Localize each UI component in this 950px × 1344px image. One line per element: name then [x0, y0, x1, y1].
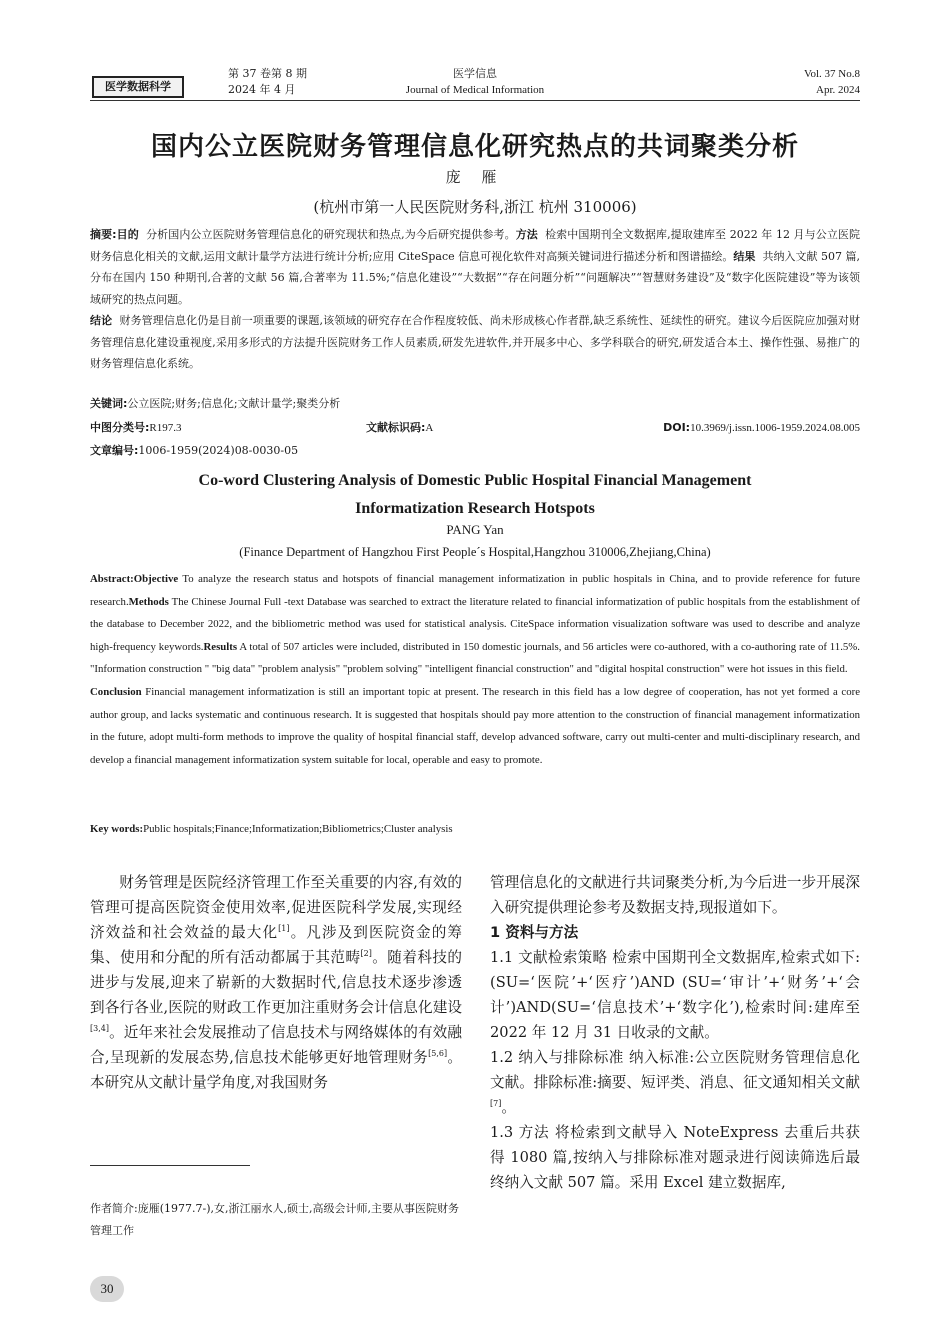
body-left-column [90, 870, 462, 1095]
article-title-en [90, 467, 860, 523]
citation-2: [2] [360, 949, 372, 959]
subsection-1-1-title: 1.1 文献检索策略 [490, 949, 608, 966]
article-title-cn: 国内公立医院财务管理信息化研究热点的共词聚类分析 [150, 132, 799, 162]
subsection-1-2 [490, 1045, 860, 1120]
subsection-1-3 [490, 1120, 860, 1195]
keywords-en [90, 818, 860, 840]
volume-issue-en [804, 66, 860, 98]
subsection-1-2-title: 1.2 纳入与排除标准 [490, 1049, 624, 1066]
document-code-value: A [425, 422, 434, 434]
doi-value: 10.3969/j.issn.1006-1959.2024.08.005 [690, 422, 860, 434]
intro-text-2: 。凡涉及到医院资金的筹集、使用和分配的所有活动都属于其范畴 [90, 924, 462, 966]
objective-text-cn: 分析国内公立医院财务管理信息化的研究现状和热点,为今后研究提供参考。 [146, 228, 516, 241]
article-number [90, 440, 298, 462]
keywords-value-cn: 公立医院;财务;信息化;文献计量学;聚类分析 [127, 397, 341, 410]
document-code-label: 文献标识码: [366, 421, 426, 434]
author-footnote: 作者简介:庞雁(1977.7-),女,浙江丽水人,硕士,高级会计师,主要从事医院财务管理工作 [90, 1202, 459, 1237]
objective-text-en: To analyze the research status and hotspots of financial management informatization in public hospitals in China, and to provide reference for future research. [90, 573, 860, 608]
author-cn: 庞 雁 [445, 168, 505, 186]
clc-number [90, 417, 182, 439]
subsection-1-1 [490, 945, 860, 1045]
conclusion-text-en: Financial management informatization is still an important topic at present. The research in this field has a low degree of cooperation, has not yet formed a core author group, and lacks systematic and continuous research. It is suggested that hospitals should pay more attention to the construction of financial management informatization in the future, adopt multi-form methods to improve the quality of hospital financial staff, develop advanced software, carry out multi-center and multi-disciplinary research, and develop a financial management informatization system suitable for local, operable and easy to promote. [90, 685, 860, 766]
objective-label-cn: 目的 [116, 228, 139, 241]
citation-4: [5,6] [428, 1049, 448, 1059]
results-text-cn: 共纳入文献 507 篇,分布在国内 150 种期刊,合著的文献 56 篇,合著率为 11.5%;“信息化建设”“大数据”“存在问题分析”“问题解决”“智慧财务建设”及“数字化医院建设”等为该领域研究的热点问题。 [90, 249, 860, 306]
intro-text-1: 财务管理是医院经济管理工作至关重要的内容,有效的管理可提高医院资金使用效率,促进医院科学发展,实现经济效益和社会效益的最大化 [90, 874, 462, 941]
article-number-label: 文章编号: [90, 444, 139, 457]
intro-text-3: 。随着科技的进步与发展,迎来了崭新的大数据时代,信息技术逐步渗透到各行各业,医院的财政工作更加注重财务会计信息化建设 [90, 949, 462, 1016]
clc-label: 中图分类号: [90, 421, 150, 434]
subsection-1-2-end: 。 [501, 1099, 516, 1116]
citation-5: [7] [490, 1099, 502, 1109]
volume-issue-cn [228, 66, 307, 98]
methods-text-en: The Chinese Journal Full -text Database was searched to extract the literature related to financial informatization of public hospitals from the establishment of the database to December 2022, and the bibliometric method was used for statistical analysis. CiteSpace information visualization software was used to describe and analyze high-frequency keywords. [90, 595, 860, 653]
citation-3: [3,4] [90, 1024, 109, 1034]
doi [663, 417, 860, 439]
methods-label-cn: 方法 [515, 228, 538, 241]
intro-text-5: 。本研究从文献计量学角度,对我国财务 [90, 1049, 462, 1091]
methods-text-cn: 检索中国期刊全文数据库,提取建库至 2022 年 12 月与公立医院财务信息化相关的文献,运用文献计量学方法进行统计分析;应用 CiteSpace 信息可视化软件对高频关键词进行描述分析和图谱描绘。 [90, 228, 861, 263]
results-label-cn: 结果 [733, 249, 756, 263]
article-title-en-line1: Co-word Clustering Analysis of Domestic Public Hospital Financial Management [198, 472, 752, 489]
journal-name [380, 66, 570, 98]
results-text-en: A total of 507 articles were included, distributed in 150 domestic journals, and 56 articles were co-authored, with a co-authoring rate of 11.5%. "Information construction " "big data" "problem analysis" "problem solving" "intelligent financial construction" and "digital hospital construction" were hot issues in this field. [90, 640, 860, 676]
volume-cn: 第 37 卷第 8 期 [228, 67, 307, 80]
keywords-value-en: Public hospitals;Finance;Informatization;Bibliometrics;Cluster analysis [143, 823, 453, 835]
volume-en: Vol. 37 No.8 [803, 68, 860, 80]
affiliation-cn: (杭州市第一人民医院财务科,浙江 杭州 310006) [313, 198, 637, 216]
conclusion-text-cn: 财务管理信息化仍是目前一项重要的课题,该领域的研究存在合作程度较低、尚未形成核心作者群,缺乏系统性、延续性的研究。建议今后医院应加强对财务管理信息化建设重视度,采用多形式的方法提升医院财务工作人员素质,研发先进软件,并开展多中心、多学科联合的研究,研发适合本土、操作性强、易推广的财务管理信息化系统。 [90, 314, 860, 370]
section-tag: 医学数据科学 [92, 76, 184, 98]
subsection-1-2-text: 纳入标准:公立医院财务管理信息化文献。排除标准:摘要、短评类、消息、征文通知相关文献 [490, 1049, 860, 1091]
journal-name-cn: 医学信息 [453, 67, 497, 80]
intro-continuation: 管理信息化的文献进行共词聚类分析,为今后进一步开展深入研究提供理论参考及数据支持,现报道如下。 [490, 874, 860, 916]
page-number: 30 [90, 1276, 124, 1302]
date-cn: 2024 年 4 月 [228, 83, 296, 96]
subsection-1-3-title: 1.3 方法 [490, 1124, 550, 1141]
objective-label-en: Objective [133, 573, 179, 585]
subsection-1-3-text: 将检索到文献导入 NoteExpress 去重后共获得 1080 篇,按纳入与排除标准对题录进行阅读筛选后最终纳入文献 507 篇。采用 Excel 建立数据库, [490, 1124, 860, 1191]
author-en: PANG Yan [446, 522, 504, 537]
clc-value: R197.3 [149, 422, 182, 434]
abstract-en [90, 568, 860, 771]
header-rule [90, 100, 860, 101]
results-label-en: Results [203, 640, 238, 653]
conclusion-label-cn: 结论 [90, 314, 113, 327]
journal-name-en: Journal of Medical Information [405, 84, 545, 96]
abstract-label-en: Abstract: [90, 573, 134, 585]
abstract-cn [90, 224, 860, 375]
citation-1: [1] [278, 924, 290, 934]
intro-text-4: 。近年来社会发展推动了信息技术与网络媒体的有效融合,呈现新的发展态势,信息技术能够更好地管理财务 [90, 1024, 462, 1066]
document-code [366, 417, 433, 439]
article-title-en-line2: Informatization Research Hotspots [355, 500, 595, 517]
intro-paragraph [90, 870, 462, 1095]
methods-label-en: Methods [128, 595, 169, 608]
conclusion-label-en: Conclusion [90, 685, 142, 698]
doi-label: DOI: [663, 421, 691, 434]
body-right-column [490, 870, 860, 1195]
subsection-1-1-text: 检索中国期刊全文数据库,检索式如下:(SU=‘医院’+‘医疗’)AND (SU=‘审计’+‘财务’+‘会计’)AND(SU=‘信息技术’+‘数字化’),检索时间:建库至 2022 年 12 月 31 日收录的文献。 [490, 949, 860, 1041]
abstract-label-cn: 摘要: [90, 228, 117, 241]
article-number-value: 1006-1959(2024)08-0030-05 [138, 444, 299, 457]
keywords-label-en: Key words: [90, 823, 144, 835]
date-en: Apr. 2024 [816, 84, 860, 96]
footnote-rule [90, 1165, 250, 1166]
keywords-label-cn: 关键词: [90, 397, 128, 410]
affiliation-en: (Finance Department of Hangzhou First People´s Hospital,Hangzhou 310006,Zhejiang,China) [239, 545, 711, 559]
keywords-cn [90, 393, 860, 415]
section-heading-materials-methods: 1 资料与方法 [490, 924, 579, 941]
